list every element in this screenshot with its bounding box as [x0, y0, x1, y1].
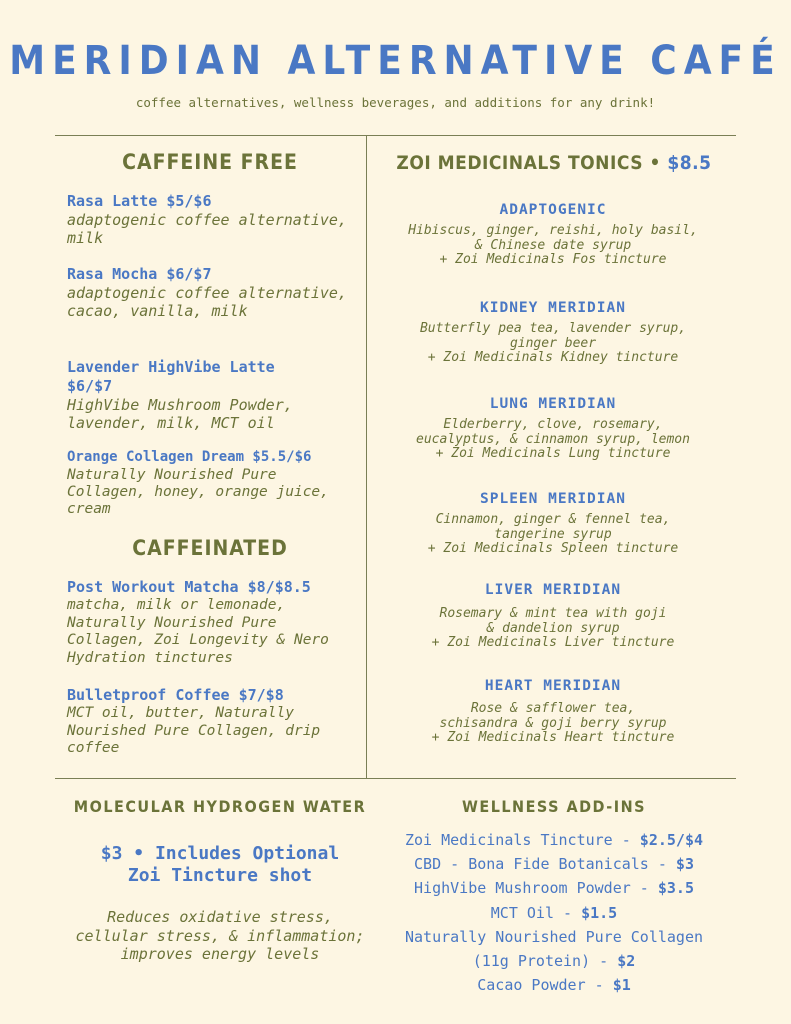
addin-price: $3 — [675, 855, 694, 874]
tonic-name: LUNG MERIDIAN — [489, 396, 617, 412]
item-name: Rasa Latte $5/$6 — [67, 192, 212, 210]
tonic-name: LIVER MERIDIAN — [484, 582, 622, 598]
addin-item — [378, 949, 730, 973]
addin-label: Naturally Nourished Pure Collagen — [404, 927, 703, 946]
hydrogen-heading: MOLECULAR HYDROGEN WATER — [73, 797, 367, 816]
addin-price: $1 — [612, 976, 631, 995]
tonic-line: Elderberry, clove, rosemary, — [443, 417, 663, 432]
column-divider — [366, 135, 367, 778]
addin-label: MCT Oil - — [490, 903, 582, 922]
addin-item — [378, 828, 730, 852]
tonic-line: + Zoi Medicinals Fos tincture — [439, 252, 667, 267]
addin-item — [378, 876, 730, 900]
caffeine-free-heading: CAFFEINE FREE — [122, 150, 298, 174]
addin-label: (11g Protein) - — [472, 952, 618, 971]
menu-item — [67, 358, 327, 432]
item-name: Lavender HighVibe Latte $6/$7 — [67, 358, 275, 395]
tonic-line: eucalyptus, & cinnamon syrup, lemon — [416, 431, 690, 447]
menu-item — [67, 686, 357, 758]
tonic-line: ginger beer — [509, 335, 597, 351]
top-divider — [55, 135, 736, 136]
tonics-price: $8.5 — [667, 152, 712, 174]
item-name: Orange Collagen Dream $5.5/$6 — [67, 449, 312, 465]
tonic-line: + Zoi Medicinals Spleen tincture — [427, 541, 679, 556]
item-description: HighVibe Mushroom Powder, lavender, milk, MCT oil — [67, 396, 293, 432]
tonic-name: ADAPTOGENIC — [499, 202, 607, 218]
tonic-name: HEART MERIDIAN — [484, 678, 622, 694]
addin-price: $1.5 — [581, 903, 618, 922]
addin-label: Cacao Powder - — [477, 976, 613, 995]
tonic-line: schisandra & goji berry syrup — [439, 715, 667, 731]
addin-label: HighVibe Mushroom Powder - — [414, 879, 658, 898]
menu-item — [67, 578, 357, 667]
tonic-line: & Chinese date syrup — [474, 237, 632, 253]
tonic-line: + Zoi Medicinals Kidney tincture — [427, 350, 679, 365]
tonic-line: + Zoi Medicinals Liver tincture — [431, 635, 675, 650]
tonic-line: & dandelion syrup — [486, 620, 620, 636]
hydrogen-price — [60, 843, 380, 887]
item-description: MCT oil, butter, Naturally Nourished Pure Collagen, drip coffee — [67, 705, 321, 756]
item-description: Naturally Nourished Pure Collagen, honey, orange juice, cream — [67, 467, 329, 517]
tonic-item — [378, 582, 728, 651]
tonic-line: + Zoi Medicinals Heart tincture — [431, 730, 675, 745]
tonics-heading-label: ZOI MEDICINALS TONICS — [396, 152, 644, 174]
menu-item — [67, 265, 357, 320]
page-title: MERIDIAN ALTERNATIVE CAFÉ — [9, 38, 782, 84]
item-name: Bulletproof Coffee $7/$8 — [67, 686, 284, 704]
tonic-line: Rose & safflower tea, — [470, 701, 636, 716]
tonics-separator: • — [649, 152, 661, 174]
item-description: matcha, milk or lemonade, Naturally Nourished Pure Collagen, Zoi Longevity & Nero Hydration tinctures — [67, 597, 329, 666]
menu-item — [67, 192, 357, 247]
bottom-divider — [55, 778, 736, 779]
caffeinated-heading: CAFFEINATED — [132, 536, 288, 560]
tonic-item — [378, 300, 728, 366]
addin-price: $3.5 — [657, 879, 694, 898]
hydrogen-description: Reduces oxidative stress, cellular stress, & inflammation; improves energy levels — [75, 908, 365, 963]
hydrogen-price-line: Zoi Tincture shot — [127, 865, 313, 886]
addin-price: $2.5/$4 — [639, 831, 704, 849]
tonic-line: tangerine syrup — [494, 526, 612, 542]
addin-item — [378, 901, 730, 925]
item-description: adaptogenic coffee alternative, cacao, vanilla, milk — [67, 284, 347, 320]
addin-label: Zoi Medicinals Tincture - — [404, 831, 640, 849]
addins-heading: WELLNESS ADD-INS — [461, 797, 647, 816]
tonics-heading — [378, 152, 730, 174]
item-description: adaptogenic coffee alternative, milk — [67, 211, 347, 247]
addin-price: $2 — [617, 952, 636, 971]
tonic-line: Cinnamon, ginger & fennel tea, — [435, 512, 671, 527]
tonic-line: Hibiscus, ginger, reishi, holy basil, — [408, 223, 698, 238]
addin-item — [378, 925, 730, 949]
tonic-name: SPLEEN MERIDIAN — [480, 491, 626, 507]
tonic-item — [378, 491, 728, 557]
tonic-line: + Zoi Medicinals Lung tincture — [435, 446, 671, 461]
addin-item — [378, 852, 730, 876]
page-subtitle: coffee alternatives, wellness beverages, and additions for any drink! — [135, 95, 656, 110]
menu-item — [67, 448, 357, 518]
tonic-name: KIDNEY MERIDIAN — [480, 300, 626, 316]
addin-label: CBD - Bona Fide Botanicals - — [414, 855, 676, 874]
item-name: Rasa Mocha $6/$7 — [67, 265, 212, 283]
tonic-line: Rosemary & mint tea with goji — [439, 606, 667, 621]
tonic-item — [378, 396, 728, 462]
hydrogen-price-line: $3 • Includes Optional — [100, 843, 340, 864]
item-name: Post Workout Matcha $8/$8.5 — [67, 578, 311, 596]
addins-list — [378, 828, 730, 997]
addin-item — [378, 973, 730, 997]
tonic-item — [378, 202, 728, 268]
tonic-item — [378, 678, 728, 746]
tonic-line: Butterfly pea tea, lavender syrup, — [419, 321, 687, 336]
